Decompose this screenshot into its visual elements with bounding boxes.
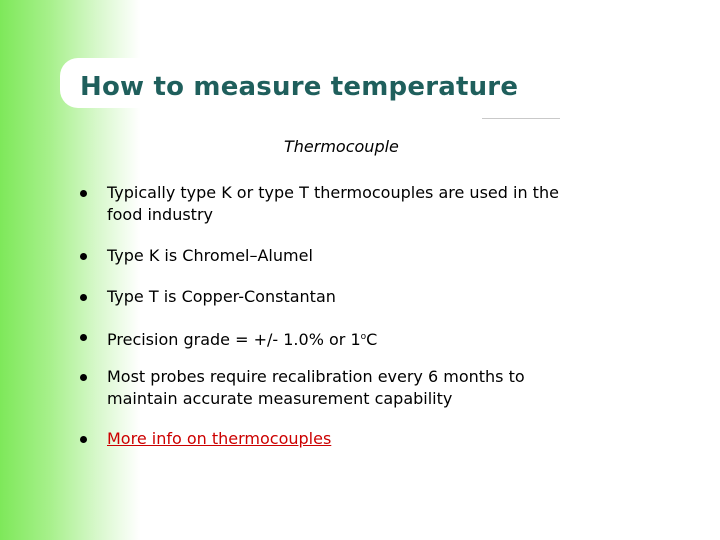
precision-text [107,326,597,351]
bullet-dot-icon [80,374,87,381]
slide-subtitle: Thermocouple [284,137,399,156]
bullet-text: Typically type K or type T thermocouples are used in the food industry [107,183,559,224]
degree-superscript: o [360,332,367,342]
bullet-text: Type T is Copper-Constantan [107,287,336,306]
link-wrapper [107,428,597,450]
bullet-dot-icon [80,334,87,341]
precision-unit: C [366,330,378,349]
bullet-text: Most probes require recalibration every 6 months to maintain accurate measurement capability [107,367,525,408]
bullet-text: Type K is Chromel–Alumel [107,246,313,265]
bullet-dot-icon [80,253,87,260]
bullet-dot-icon [80,436,87,443]
precision-value: Precision grade = +/- 1.0% or 1 [107,330,361,349]
slide-title: How to measure temperature [80,72,519,102]
thermocouples-info-link[interactable]: More info on thermocouples [107,429,332,448]
bullet-dot-icon [80,294,87,301]
bullet-dot-icon [80,190,87,197]
title-divider [482,118,560,119]
